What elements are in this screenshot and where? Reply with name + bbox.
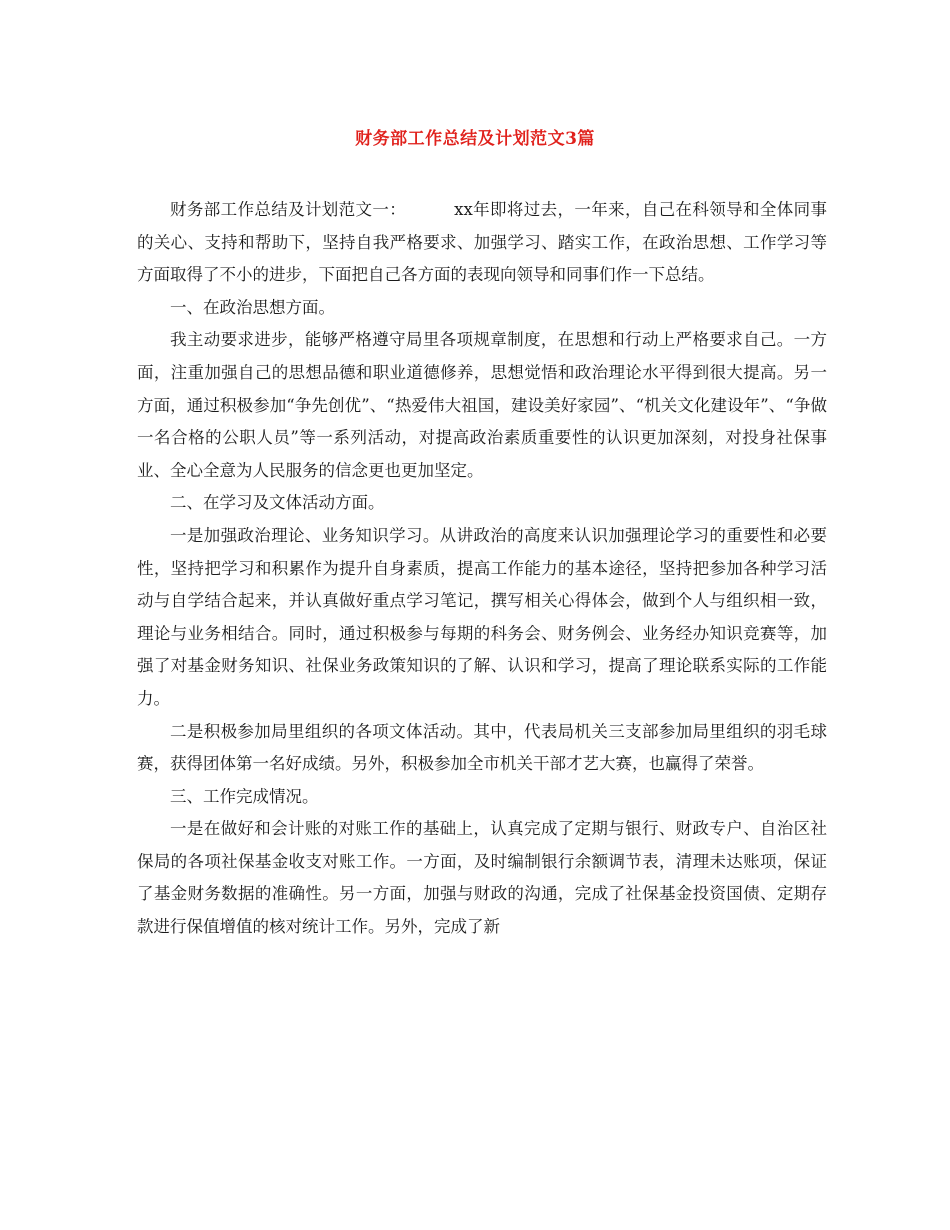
intro-heading: 财务部工作总结及计划范文一：	[170, 200, 407, 219]
paragraph-study-theory: 一是加强政治理论、业务知识学习。从讲政治的高度来认识加强理论学习的重要性和必要性，坚持把学习和积累作为提升自身素质，提高工作能力的基本途径，坚持把参加各种学习活动与自学结合起来，并认真做好重点学习笔记，撰写相关心得体会，做到个人与组织相一致，理论与业务相结合。同时，通过积极参与每期的科务会、财务例会、业务经办知识竞赛等，加强了对基金财务知识、社保业务政策知识的了解、认识和学习，提高了理论联系实际的工作能力。	[137, 525, 827, 708]
intro-text: xx年即将过去，一年来，自己在科领导和全体同事的关心、支持和帮助下，坚持自我严格要求、加强学习、踏实工作，在政治思想、工作学习等方面取得了不小的进步，下面把自己各方面的表现向领导和同事们作一下总结。	[137, 200, 827, 285]
document-title: 财务部工作总结及计划范文3篇	[355, 129, 595, 149]
paragraph-politics: 我主动要求进步，能够严格遵守局里各项规章制度，在思想和行动上严格要求自己。一方面，注重加强自己的思想品德和职业道德修养，思想觉悟和政治理论水平得到很大提高。另一方面，通过积极参加“争先创优”、“热爱伟大祖国，建设美好家园”、“机关文化建设年”、“争做一名合格的公职人员”等一系列活动，对提高政治素质重要性的认识更加深刻，对投身社保事业、全心全意为人民服务的信念更也更加坚定。	[137, 330, 827, 480]
section-heading-study: 二、在学习及文体活动方面。	[170, 493, 385, 513]
intro-paragraph	[137, 194, 827, 292]
document-body	[137, 194, 827, 944]
paragraph-study-activities: 二是积极参加局里组织的各项文体活动。其中，代表局机关三支部参加局里组织的羽毛球赛，获得团体第一名好成绩。另外，积极参加全市机关干部才艺大赛，也赢得了荣誉。	[137, 721, 827, 774]
section-heading-work: 三、工作完成情况。	[170, 786, 319, 806]
section-heading-politics: 一、在政治思想方面。	[170, 297, 335, 317]
paragraph-work: 一是在做好和会计账的对账工作的基础上，认真完成了定期与银行、财政专户、自治区社保局的各项社保基金收支对账工作。一方面，及时编制银行余额调节表，清理未达账项，保证了基金财务数据的准确性。另一方面，加强与财政的沟通，完成了社保基金投资国债、定期存款进行保值增值的核对统计工作。另外，完成了新	[137, 819, 827, 937]
